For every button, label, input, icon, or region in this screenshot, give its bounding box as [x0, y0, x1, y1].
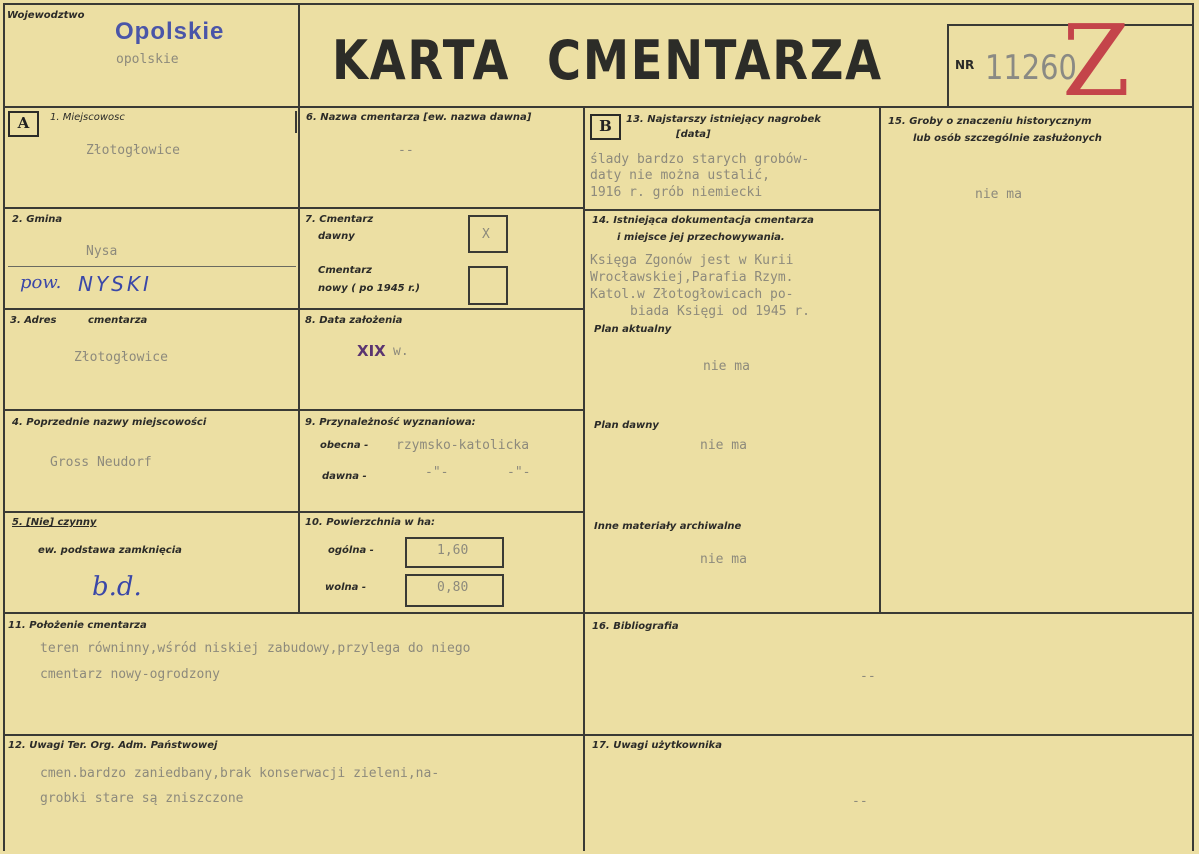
- area-total-value: 1,60: [437, 543, 469, 558]
- founding-date-stamp: XIX: [357, 342, 386, 360]
- closure-reason-value: b.d.: [92, 572, 142, 602]
- documentation-line-2: Wrocławskiej,Parafia Rzym.: [590, 270, 794, 285]
- old-cemetery-label-1: 7. Cmentarz: [305, 214, 374, 225]
- z-category-mark: Z: [1062, 5, 1131, 119]
- location-line-2: cmentarz nowy-ogrodzony: [40, 667, 221, 682]
- historic-graves-label-2: lub osób szczególnie zasłużonych: [913, 133, 1102, 144]
- voivodeship-typed: opolskie: [116, 52, 179, 67]
- founding-date-label: 8. Data założenia: [305, 315, 403, 326]
- outer-left-border: [3, 3, 5, 851]
- closure-reason-label: ew. podstawa zamknięcia: [38, 545, 182, 556]
- top-border: [3, 3, 1194, 5]
- documentation-label-1: 14. Istniejąca dokumentacja cmentarza: [592, 215, 814, 226]
- commune-label: 2. Gmina: [12, 214, 63, 225]
- location-line-1: teren równinny,wśród niskiej zabudowy,przylega do niego: [40, 641, 471, 656]
- col-divider-a: [298, 106, 300, 614]
- user-notes-value: --: [852, 794, 868, 809]
- outer-right-border: [1192, 3, 1194, 851]
- area-label: 10. Powierzchnia w ha:: [305, 517, 436, 528]
- row-divider-1: [3, 207, 583, 209]
- address-value: Złotogłowice: [74, 350, 168, 365]
- state-admin-notes-label: 12. Uwagi Ter. Org. Adm. Państwowej: [8, 740, 218, 751]
- voivodeship-stamp: Opolskie: [115, 18, 225, 45]
- location-label: 11. Położenie cmentarza: [8, 620, 147, 631]
- locality-label: 1. Miejscowosc: [50, 112, 125, 123]
- old-cemetery-label-2: dawny: [318, 231, 355, 242]
- current-plan-label: Plan aktualny: [594, 324, 672, 335]
- address-label-rest: cmentarza: [88, 315, 148, 326]
- documentation-label-2: i miejsce jej przechowywania.: [617, 232, 785, 243]
- user-notes-label: 17. Uwagi użytkownika: [592, 740, 722, 751]
- section-a-badge: A: [8, 111, 39, 137]
- locality-value: Złotogłowice: [86, 143, 180, 158]
- gmina-underline: [8, 266, 296, 267]
- denomination-label: 9. Przynależność wyznaniowa:: [305, 417, 476, 428]
- former-names-value: Gross Neudorf: [50, 455, 152, 470]
- oldest-tomb-line-3: 1916 r. grób niemiecki: [590, 185, 763, 200]
- historic-graves-value: nie ma: [975, 187, 1022, 202]
- record-number-value: 11260: [985, 48, 1077, 88]
- oldest-tomb-line-1: ślady bardzo starych grobów-: [590, 152, 810, 167]
- oldest-tomb-label-1: 13. Najstarszy istniejący nagrobek: [626, 114, 821, 125]
- area-free-label: wolna -: [325, 582, 367, 593]
- old-plan-value: nie ma: [700, 438, 747, 453]
- state-admin-notes-line-1: cmen.bardzo zaniedbany,brak konserwacji zieleni,na-: [40, 766, 440, 781]
- documentation-line-4: biada Księgi od 1945 r.: [630, 304, 811, 319]
- denomination-former-value-1: -"-: [425, 465, 449, 480]
- denomination-former-value-2: -"-: [507, 465, 531, 480]
- denomination-current-label: obecna -: [320, 440, 369, 451]
- oldest-tomb-label-2: [data]: [676, 129, 711, 140]
- cemetery-name-label: 6. Nazwa cmentarza [ew. nazwa dawna]: [306, 112, 532, 123]
- oldest-tomb-line-2: daty nie można ustalić,: [590, 168, 771, 183]
- state-admin-notes-line-2: grobki stare są zniszczone: [40, 791, 244, 806]
- record-number-label: NR: [955, 58, 975, 72]
- historic-graves-label-1: 15. Groby o znaczeniu historycznym: [888, 116, 1092, 127]
- col-divider-c: [879, 106, 881, 614]
- current-plan-value: nie ma: [703, 359, 750, 374]
- section-b-badge: B: [590, 114, 621, 140]
- area-free-value: 0,80: [437, 580, 469, 595]
- col-divider-b: [583, 106, 585, 851]
- row-divider-5: [3, 612, 1194, 614]
- bibliography-label: 16. Bibliografia: [592, 621, 679, 632]
- address-label: 3. Adres: [10, 315, 57, 326]
- voivodeship-label: Wojewodztwo: [7, 10, 85, 21]
- area-total-label: ogólna -: [328, 545, 374, 556]
- bibliography-value: --: [860, 669, 876, 684]
- county-label: pow.: [20, 272, 62, 293]
- county-value: NYSKI: [78, 272, 152, 296]
- denomination-former-label: dawna -: [322, 471, 367, 482]
- documentation-line-3: Katol.w Złotogłowicach po-: [590, 287, 794, 302]
- other-archives-value: nie ma: [700, 552, 747, 567]
- former-names-label: 4. Poprzednie nazwy miejscowości: [12, 417, 207, 428]
- row-divider-4: [3, 511, 583, 513]
- old-cemetery-mark: X: [482, 227, 490, 242]
- row-divider-2: [3, 308, 583, 310]
- old-plan-label: Plan dawny: [594, 420, 659, 431]
- row-divider-3: [3, 409, 583, 411]
- commune-value: Nysa: [86, 244, 118, 259]
- new-cemetery-checkbox: [468, 266, 508, 305]
- documentation-line-1: Księga Zgonów jest w Kurii: [590, 253, 794, 268]
- denomination-current-value: rzymsko-katolicka: [396, 438, 530, 453]
- header-left-divider: [298, 3, 300, 106]
- card-title: KARTA CMENTARZA: [332, 29, 883, 92]
- cemetery-name-value: --: [398, 143, 414, 158]
- new-cemetery-label-1: Cmentarz: [318, 265, 372, 276]
- active-status-label: 5. [Nie] czynny: [12, 517, 97, 528]
- new-cemetery-label-2: nowy ( po 1945 r.): [318, 283, 420, 294]
- founding-date-typed: w.: [393, 344, 409, 359]
- other-archives-label: Inne materiały archiwalne: [594, 521, 742, 532]
- row-divider-6: [3, 734, 1194, 736]
- row-divider-b1: [583, 209, 879, 211]
